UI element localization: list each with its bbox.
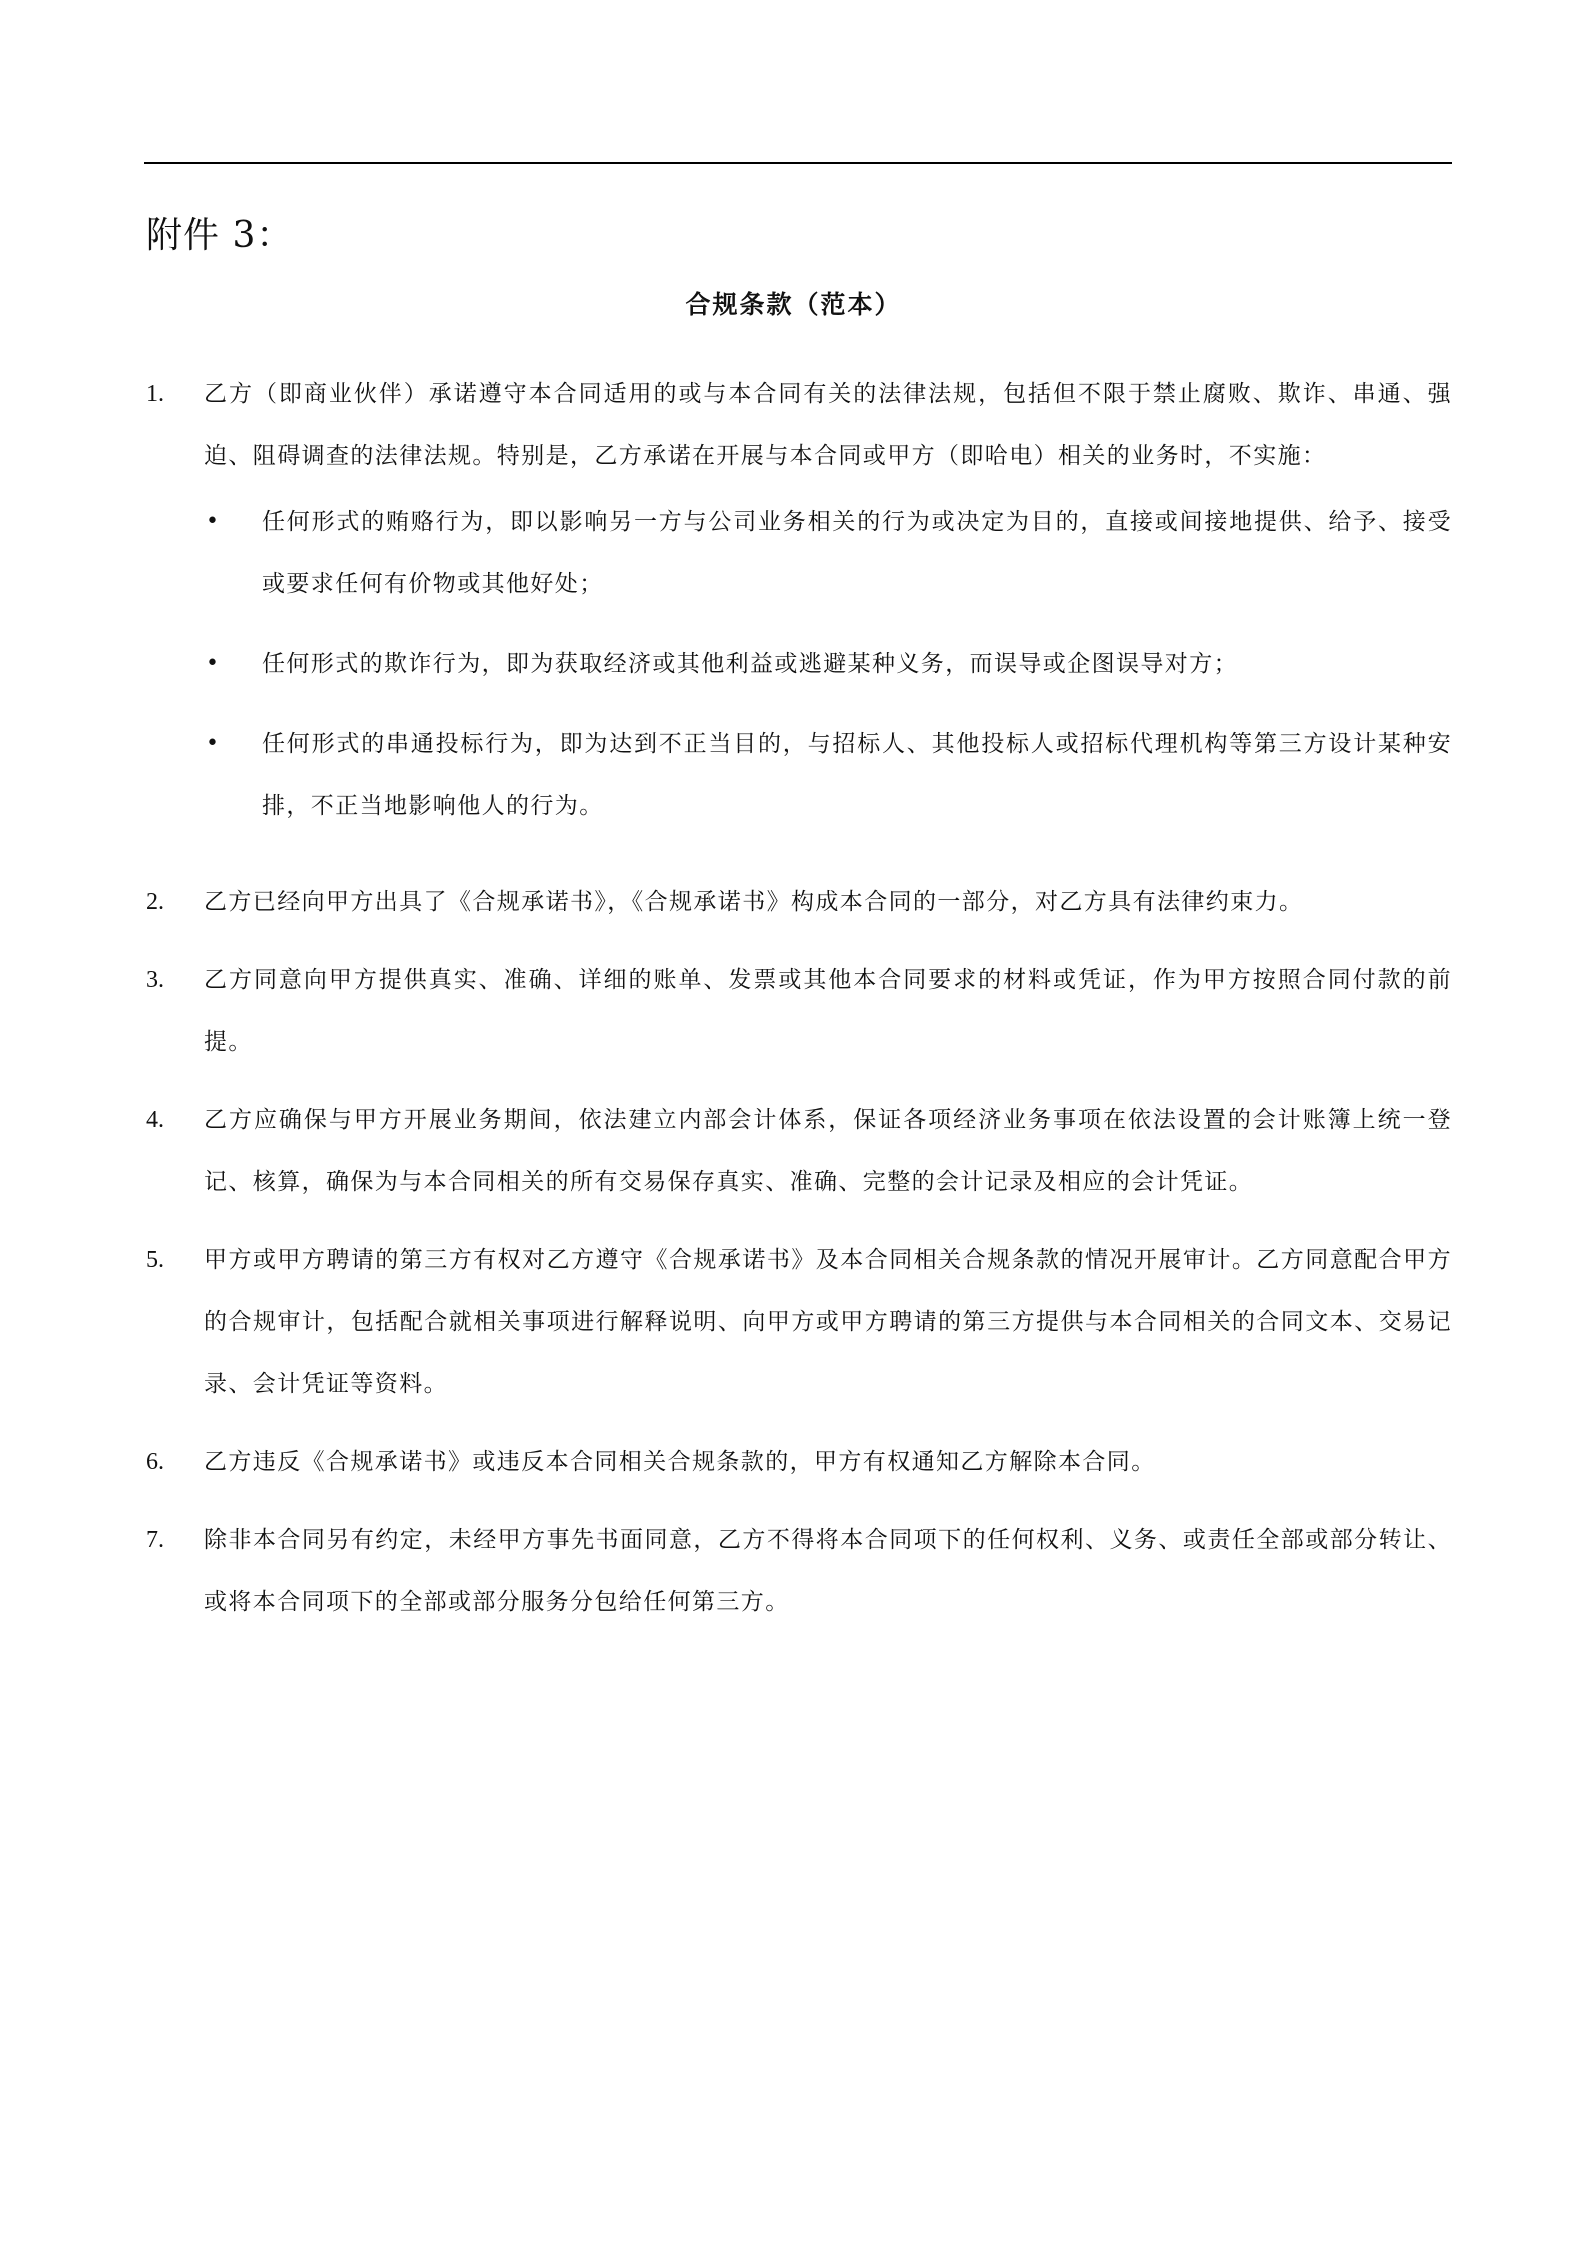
bullet-item xyxy=(204,633,1452,695)
clause-text: 乙方应确保与甲方开展业务期间，依法建立内部会计体系，保证各项经济业务事项在依法设置的会计账簿上统一登记、核算，确保为与本合同相关的所有交易保存真实、准确、完整的会计记录及相应的会计凭证。 xyxy=(204,1107,1452,1195)
clause-item xyxy=(146,871,1452,933)
clause-item xyxy=(146,1089,1452,1213)
clause-text: 除非本合同另有约定，未经甲方事先书面同意，乙方不得将本合同项下的任何权利、义务、或责任全部或部分转让、或将本合同项下的全部或部分服务分包给任何第三方。 xyxy=(204,1527,1452,1615)
clause-text: 乙方违反《合规承诺书》或违反本合同相关合规条款的，甲方有权通知乙方解除本合同。 xyxy=(204,1449,1156,1475)
clause-number: 7. xyxy=(146,1527,164,1553)
clause-number: 5. xyxy=(146,1247,164,1273)
bullet-icon: • xyxy=(206,731,221,756)
bullet-text: 任何形式的欺诈行为，即为获取经济或其他利益或逃避某种义务，而误导或企图误导对方； xyxy=(262,651,1238,677)
clause-item xyxy=(146,1431,1452,1493)
bullet-item xyxy=(204,491,1452,615)
clause-item xyxy=(146,1509,1452,1633)
clause-number: 2. xyxy=(146,889,164,915)
attachment-heading: 附件 3： xyxy=(146,215,294,256)
bullet-icon: • xyxy=(206,509,221,534)
bullet-item xyxy=(204,713,1452,837)
clause-text: 乙方已经向甲方出具了《合规承诺书》，《合规承诺书》构成本合同的一部分，对乙方具有法律约束力。 xyxy=(204,889,1304,915)
clause-number: 4. xyxy=(146,1107,164,1133)
clause-number: 3. xyxy=(146,967,164,993)
bullet-text: 任何形式的贿赂行为，即以影响另一方与公司业务相关的行为或决定为目的，直接或间接地提供、给予、接受或要求任何有价物或其他好处； xyxy=(262,509,1452,597)
clause-item xyxy=(146,1229,1452,1415)
clause-list xyxy=(146,363,1452,1649)
clause-number: 6. xyxy=(146,1449,164,1475)
clause-text: 甲方或甲方聘请的第三方有权对乙方遵守《合规承诺书》及本合同相关合规条款的情况开展审计。乙方同意配合甲方的合规审计，包括配合就相关事项进行解释说明、向甲方或甲方聘请的第三方提供与本合同相关的合同文本、交易记录、会计凭证等资料。 xyxy=(204,1247,1452,1397)
clause-text: 乙方（即商业伙伴）承诺遵守本合同适用的或与本合同有关的法律法规，包括但不限于禁止腐败、欺诈、串通、强迫、阻碍调查的法律法规。特别是，乙方承诺在开展与本合同或甲方（即哈电）相关的业务时，不实施： xyxy=(204,381,1452,469)
clause-number: 1. xyxy=(146,381,164,407)
clause-text: 乙方同意向甲方提供真实、准确、详细的账单、发票或其他本合同要求的材料或凭证，作为甲方按照合同付款的前提。 xyxy=(204,967,1452,1055)
clause-item xyxy=(146,363,1452,855)
clause-item xyxy=(146,949,1452,1073)
header-rule xyxy=(144,162,1452,164)
bullet-list xyxy=(204,491,1452,837)
clause-body xyxy=(204,363,1452,855)
bullet-icon: • xyxy=(206,651,221,676)
document-title: 合规条款（范本） xyxy=(685,290,902,319)
bullet-text: 任何形式的串通投标行为，即为达到不正当目的，与招标人、其他投标人或招标代理机构等第三方设计某种安排，不正当地影响他人的行为。 xyxy=(262,731,1452,819)
